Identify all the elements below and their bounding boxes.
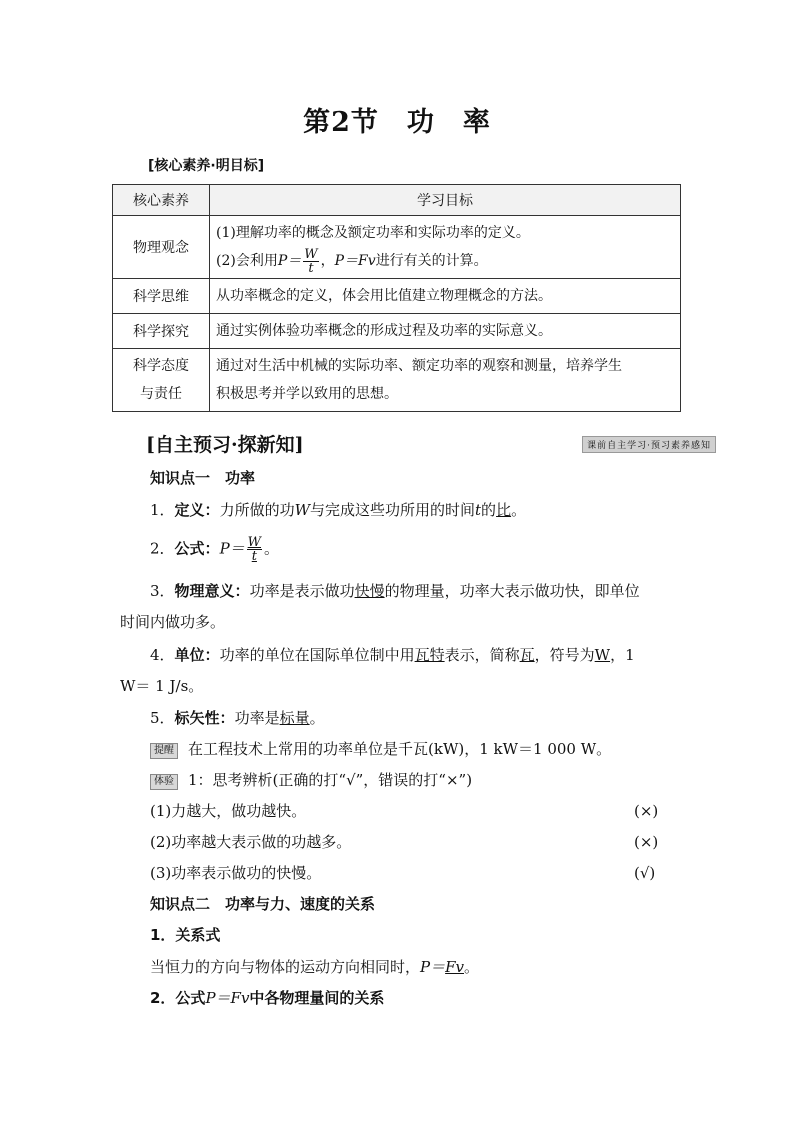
judgement-item: (3)功率表示做功的快慢。 (√) bbox=[150, 864, 656, 882]
kp1-formula: 2．公式：P＝ $\frac{W}{t}$ 。 bbox=[150, 535, 280, 564]
kp1-tip: 提醒 在工程技术上常用的功率单位是千瓦(kW)，1 kW＝1 000 W。 bbox=[150, 738, 710, 760]
tip-tag: 提醒 bbox=[150, 743, 178, 759]
category-cell: 物理观念 bbox=[113, 216, 210, 279]
category-cell: 科学探究 bbox=[113, 314, 210, 349]
kp2-rel-heading: 1．关系式 bbox=[150, 926, 221, 944]
goal-line: (2)会利用P＝ $\frac{W}{t}$ ，P＝Fv进行有关的计算。 bbox=[216, 246, 488, 276]
kp2-formula-heading: 2．公式P＝Fv中各物理量间的关系 bbox=[150, 989, 385, 1007]
page-title: 第2节 功 率 bbox=[303, 107, 491, 138]
banner-title: [自主预习·探新知] bbox=[146, 434, 304, 456]
kp1-unit-cont: W＝ 1 J/s。 bbox=[120, 677, 204, 695]
header-learning-goal: 学习目标 bbox=[210, 185, 681, 216]
kp1-meaning-cont: 时间内做功多。 bbox=[120, 613, 226, 631]
kp1-experience: 体验 1：思考辨析(正确的打“√”，错误的打“×”) bbox=[150, 769, 710, 791]
goal-cell: 通过对生活中机械的实际功率、额定功率的观察和测量，培养学生 积极思考并学以致用的思想。 bbox=[210, 349, 681, 412]
kp1-heading: 知识点一 功率 bbox=[150, 469, 256, 487]
category-cell: 科学思维 bbox=[113, 279, 210, 314]
goal-cell: 通过实例体验功率概念的形成过程及功率的实际意义。 bbox=[210, 314, 681, 349]
table-row bbox=[113, 279, 681, 314]
table-header-row bbox=[113, 185, 681, 216]
fraction: $\frac{W}{t}$ bbox=[304, 246, 318, 276]
judgement-item: (2)功率越大表示做的功越多。 (×) bbox=[150, 833, 659, 851]
category-cell: 科学态度 与责任 bbox=[113, 349, 210, 412]
fraction: $\frac{W}{t}$ bbox=[247, 535, 262, 564]
judgement-item: (1)力越大，做功越快。 (×) bbox=[150, 802, 659, 820]
goal-line: (1)理解功率的概念及额定功率和实际功率的定义。 bbox=[216, 225, 530, 241]
goals-section-label: [核心素养·明目标] bbox=[148, 158, 265, 174]
goals-table bbox=[112, 184, 681, 412]
header-core-literacy: 核心素养 bbox=[113, 185, 210, 216]
goal-cell: 从功率概念的定义，体会用比值建立物理概念的方法。 bbox=[210, 279, 681, 314]
kp1-unit: 4．单位：功率的单位在国际单位制中用瓦特表示，简称瓦，符号为W，1 bbox=[150, 646, 635, 664]
table-row bbox=[113, 314, 681, 349]
table-row bbox=[113, 349, 681, 412]
preview-banner bbox=[146, 428, 716, 456]
kp1-scalar: 5．标矢性：功率是标量。 bbox=[150, 709, 325, 727]
banner-tag: 课前自主学习·预习素养感知 bbox=[582, 436, 716, 453]
kp2-rel-text: 当恒力的方向与物体的运动方向相同时，P＝Fv。 bbox=[150, 958, 480, 976]
kp1-meaning: 3．物理意义：功率是表示做功快慢的物理量，功率大表示做功快，即单位 bbox=[150, 582, 640, 600]
experience-tag: 体验 bbox=[150, 774, 178, 790]
goal-cell bbox=[210, 216, 681, 279]
kp1-definition: 1．定义：力所做的功W与完成这些功所用的时间t的比。 bbox=[150, 501, 527, 519]
table-row bbox=[113, 216, 681, 279]
kp2-heading: 知识点二 功率与力、速度的关系 bbox=[150, 895, 376, 913]
